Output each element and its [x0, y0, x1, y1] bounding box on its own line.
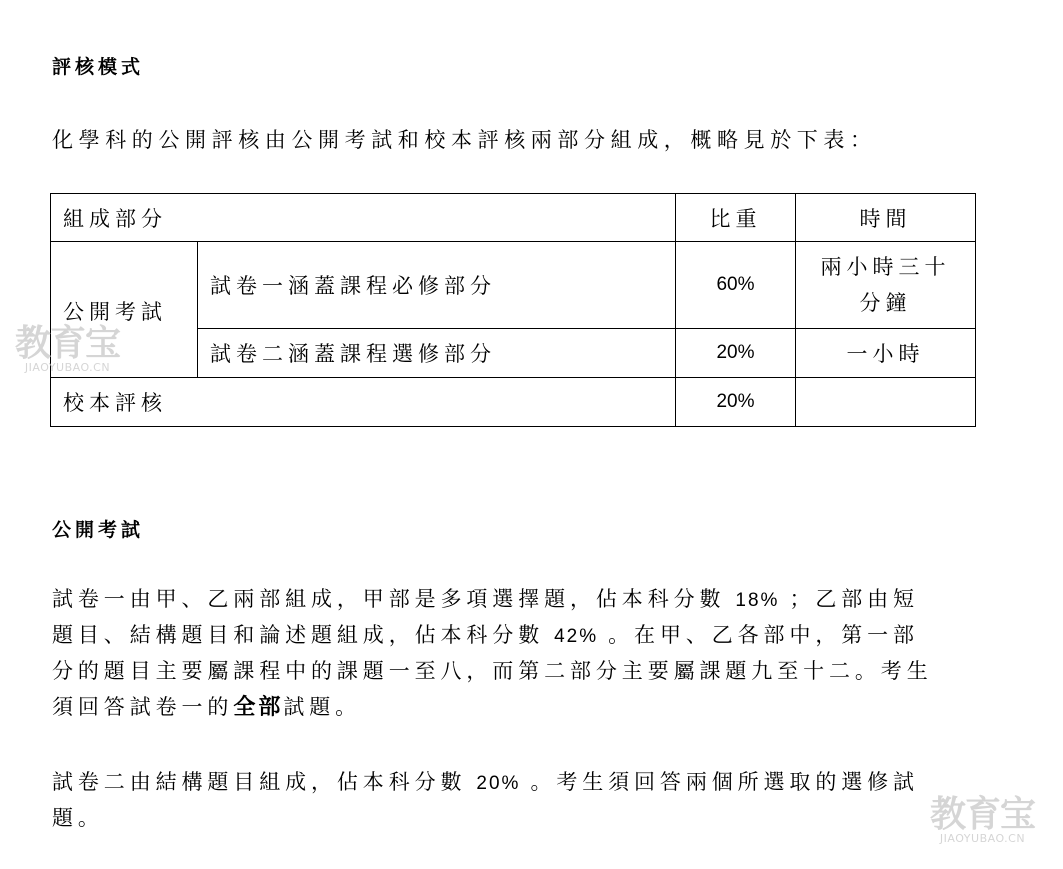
paragraph-line [52, 617, 992, 653]
paragraph-line [52, 689, 992, 725]
sba-label: 校本評核 [51, 378, 676, 427]
table-row-paper1 [51, 242, 976, 329]
text-run: 。考生須回答兩個所選取的選修試 [530, 770, 919, 794]
watermark-text: 教育宝 [930, 794, 1036, 835]
paragraph-line [52, 764, 992, 800]
watermark-logo [15, 323, 121, 374]
paper2-duration: 一小時 [796, 329, 976, 378]
percentage-value: 20% [476, 773, 521, 794]
paper1-duration [796, 242, 976, 329]
watermark-url: JIAOYUBAO.CN [24, 361, 111, 374]
text-run: 試卷二由結構題目組成，佔本科分數 [52, 770, 467, 794]
table-header-row [51, 194, 976, 242]
intro-paragraph: 化學科的公開評核由公開考試和校本評核兩部分組成，概略見於下表： [52, 128, 877, 152]
assessment-table [50, 193, 976, 427]
paper1-weighting: 60% [676, 242, 796, 329]
paragraph-line: 題。 [52, 806, 104, 830]
watermark-text: 教育宝 [15, 323, 121, 364]
table-row-sba [51, 378, 976, 427]
watermark-url: JIAOYUBAO.CN [939, 832, 1026, 845]
header-duration: 時間 [796, 194, 976, 242]
paper2-description: 試卷二涵蓋課程選修部分 [198, 329, 676, 378]
paragraph-line: 分的題目主要屬課程中的課題一至八，而第二部分主要屬課題九至十二。考生 [52, 659, 933, 683]
percentage-value: 18% [735, 590, 780, 611]
paragraph-paper1 [52, 581, 992, 725]
paper1-description: 試卷一涵蓋課程必修部分 [198, 242, 676, 329]
emphasis-text: 全部 [233, 695, 284, 720]
sba-weighting: 20% [676, 378, 796, 427]
text-run: 試卷一由甲、乙兩部組成，甲部是多項選擇題，佔本科分數 [52, 587, 726, 611]
paper2-weighting: 20% [676, 329, 796, 378]
text-run: 。在甲、乙各部中，第一部 [608, 623, 919, 647]
paper1-duration-line2: 分鐘 [859, 291, 912, 315]
public-exam-label-text: 公開考試 [63, 300, 167, 324]
percentage-value: 42% [554, 626, 599, 647]
paper1-duration-line1: 兩小時三十 [820, 255, 951, 279]
watermark-logo [930, 794, 1036, 845]
sba-duration [796, 378, 976, 427]
header-component: 組成部分 [51, 194, 676, 242]
section-heading-assessment-mode: 評核模式 [52, 56, 145, 78]
text-run: ；乙部由短 [789, 587, 919, 611]
text-run: 題目、結構題目和論述題組成，佔本科分數 [52, 623, 545, 647]
text-run: 須回答試卷一的 [52, 695, 234, 719]
header-weighting: 比重 [676, 194, 796, 242]
text-run: 試題。 [283, 695, 362, 719]
paragraph-paper2 [52, 764, 992, 836]
section-heading-public-exam: 公開考試 [52, 519, 145, 541]
paragraph-line [52, 581, 992, 617]
